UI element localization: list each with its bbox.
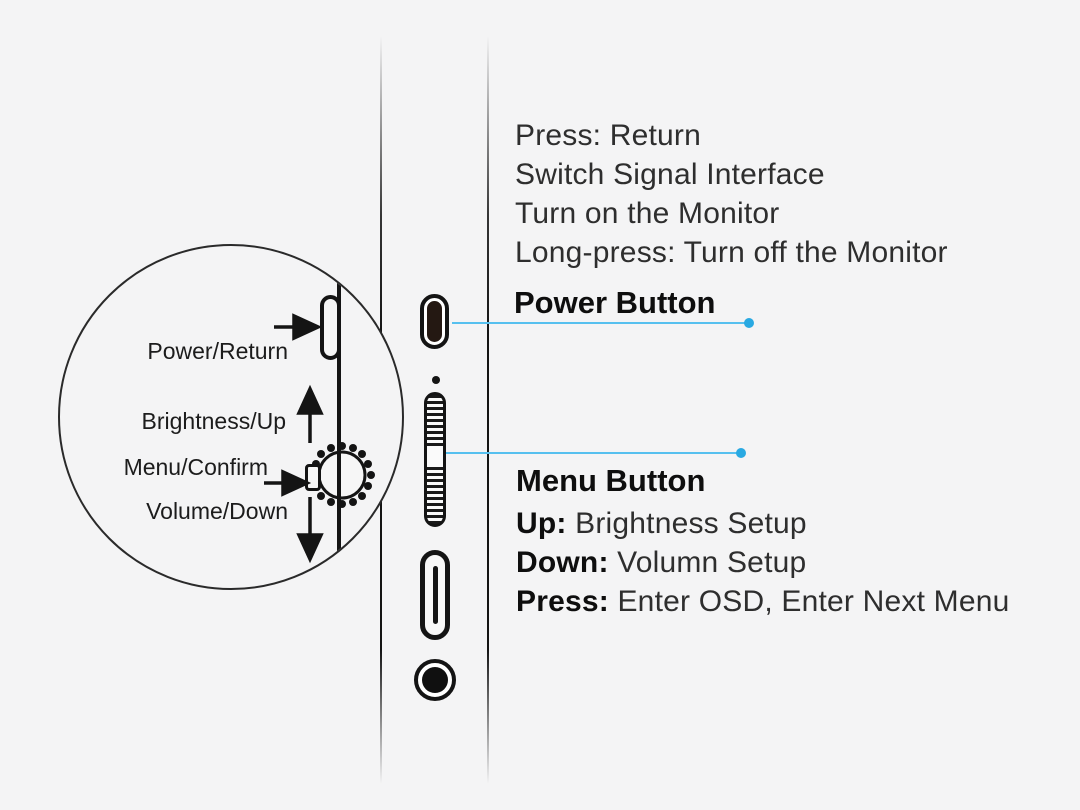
power-leader-line (452, 322, 749, 324)
menu-desc-line (516, 582, 1010, 621)
arrow-down-volume (299, 535, 321, 559)
power-desc-line: Press: Return (515, 119, 701, 152)
power-description (515, 116, 948, 272)
label-menu-confirm: Menu/Confirm (123, 454, 268, 480)
menu-desc-line (516, 543, 1010, 582)
power-leader-dot (744, 318, 754, 328)
label-volume-down: Volume/Down (146, 498, 288, 524)
menu-desc-text: Volumn Setup (608, 546, 807, 579)
menu-desc-text: Brightness Setup (566, 507, 807, 540)
menu-desc-line (516, 504, 1010, 543)
power-desc-line: Switch Signal Interface (515, 158, 825, 191)
menu-description (516, 504, 1010, 621)
menu-desc-text: Enter OSD, Enter Next Menu (608, 585, 1010, 618)
indicator-dot-icon (432, 376, 440, 384)
audio-jack-icon (414, 659, 456, 701)
power-button-fill (427, 301, 442, 342)
arrow-right-menu (283, 472, 307, 494)
label-power-return: Power/Return (147, 338, 288, 364)
usb-c-slot (433, 566, 438, 624)
power-desc-line: Long-press: Turn off the Monitor (515, 236, 948, 269)
power-button-icon (420, 294, 449, 349)
menu-leader-dot (736, 448, 746, 458)
label-brightness-up: Brightness/Up (141, 408, 286, 434)
power-button-title: Power Button (514, 285, 716, 320)
menu-button-title: Menu Button (516, 463, 706, 498)
arrow-up-brightness (299, 389, 321, 413)
magnifier-callout-circle (58, 244, 404, 590)
menu-desc-prefix: Up: (516, 507, 567, 540)
usb-c-port-icon (420, 550, 450, 640)
menu-desc-prefix: Press: (516, 585, 609, 618)
menu-leader-line (446, 452, 741, 454)
wheel-highlight (427, 447, 443, 465)
menu-desc-prefix: Down: (516, 546, 609, 579)
audio-jack-hole (422, 667, 448, 693)
monitor-edge-line-right (487, 36, 489, 784)
menu-scroll-wheel-icon (424, 392, 446, 527)
power-desc-line: Turn on the Monitor (515, 197, 780, 230)
arrow-right-power (294, 316, 318, 338)
